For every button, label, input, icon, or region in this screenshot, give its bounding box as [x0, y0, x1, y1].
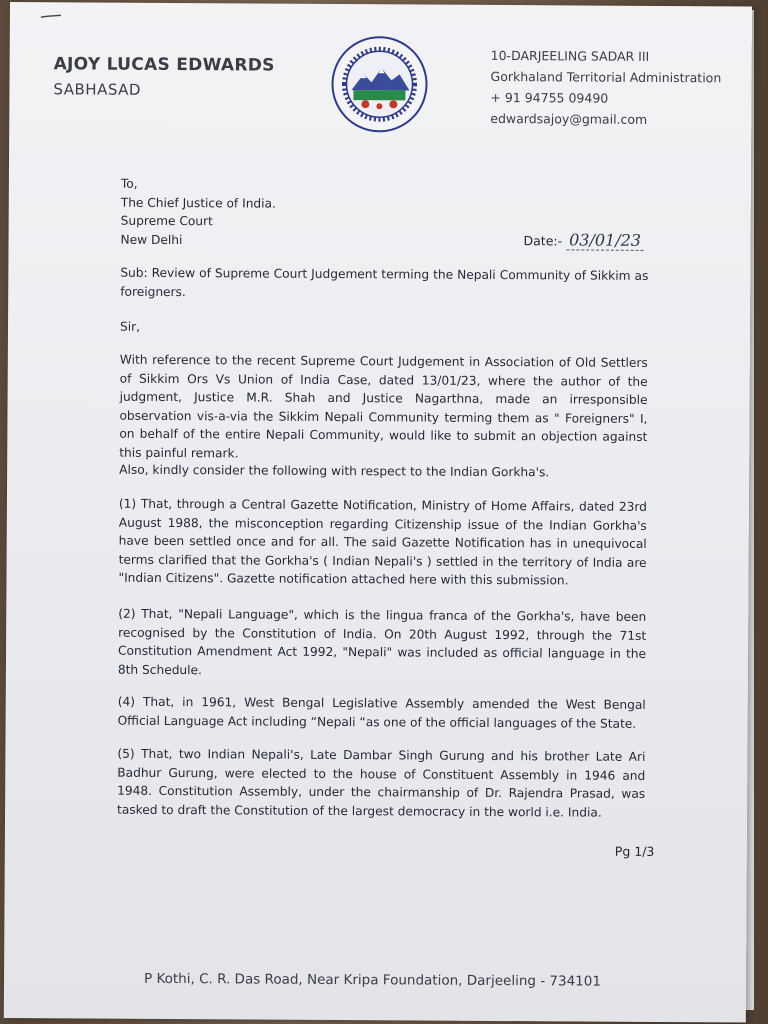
sender-name: AJOY LUCAS EDWARDS	[53, 54, 275, 76]
addressee-line: To,	[120, 176, 138, 191]
paragraph: (1) That, through a Central Gazette Notification, Ministry of Home Affairs, dated 23rd August 1988, the misconception regarding Citizenship issue of the Indian Gorkha's have been settled once and for all. The said Gazette Notification has in unequivocal terms clarified that the Gorkha's ( Indian Nepali's ) settled in the territory of India are "Indian Citizens". Gazette notification attached here with this submission.	[118, 496, 647, 588]
contact-block	[490, 45, 731, 130]
date-label: Date:-	[523, 233, 563, 249]
addressee-line: Supreme Court	[120, 213, 213, 229]
paragraph: With reference to the recent Supreme Court Judgement in Association of Old Settlers of Sikkim Ors Vs Union of India Case, dated 13/01/23, where the author of the judgment, Justice M.R. Shah and Justice Nagarthna, made an irresponsible observation vis-a-via the Sikkim Nepali Community terming them as " Foreigners" I, on behalf of the entire Nepali Community, would like to submit an objection against this painful remark.	[119, 352, 648, 460]
paragraph: (4) That, in 1961, West Bengal Legislative Assembly amended the West Bengal Official Language Act including “Nepali “as one of the official languages of the State.	[117, 694, 646, 731]
paragraph: (5) That, two Indian Nepali's, Late Dambar Singh Gurung and his brother Late Ari Badhur Gurung, were elected to the house of Constituent Assembly in 1946 and 1948. Constitution Assembly, under the chairmanship of Dr. Rajendra Prasad, was tasked to draft the Constitution of the largest democracy in the world i.e. India.	[117, 746, 646, 820]
salutation: Sir,	[119, 319, 141, 334]
gta-emblem-icon	[329, 34, 430, 135]
contact-constituency: 10-DARJEELING SADAR III	[490, 47, 650, 64]
contact-phone: + 91 94755 09490	[490, 89, 609, 106]
addressee-line: The Chief Justice of India.	[120, 195, 276, 211]
page-number: Pg 1/3	[614, 843, 655, 859]
paragraph: (2) That, "Nepali Language", which is the lingua franca of the Gorkha's, have been recognised by the Constitution of India. On 20th August 1992, through the 71st Constitution Amendment Act 1992, "Nepali" was included as official language in the 8th Schedule.	[117, 606, 647, 677]
addressee-line: New Delhi	[120, 232, 183, 247]
date-value-handwritten: 03/01/23	[566, 230, 644, 250]
subject-line: Sub: Review of Supreme Court Judgement terming the Nepali Community of Sikkim as foreigners.	[120, 265, 649, 299]
pen-mark-icon	[40, 14, 62, 18]
contact-email: edwardsajoy@gmail.com	[490, 110, 648, 127]
footer-address: P Kothi, C. R. Das Road, Near Kripa Foundation, Darjeeling - 734101	[143, 970, 602, 990]
paragraph: Also, kindly consider the following with respect to the Indian Gorkha's.	[119, 462, 550, 480]
date-field	[523, 230, 644, 250]
contact-organisation: Gorkhaland Territorial Administration	[490, 68, 722, 86]
sender-role: SABHASAD	[53, 80, 142, 99]
letter-page	[4, 2, 752, 1023]
